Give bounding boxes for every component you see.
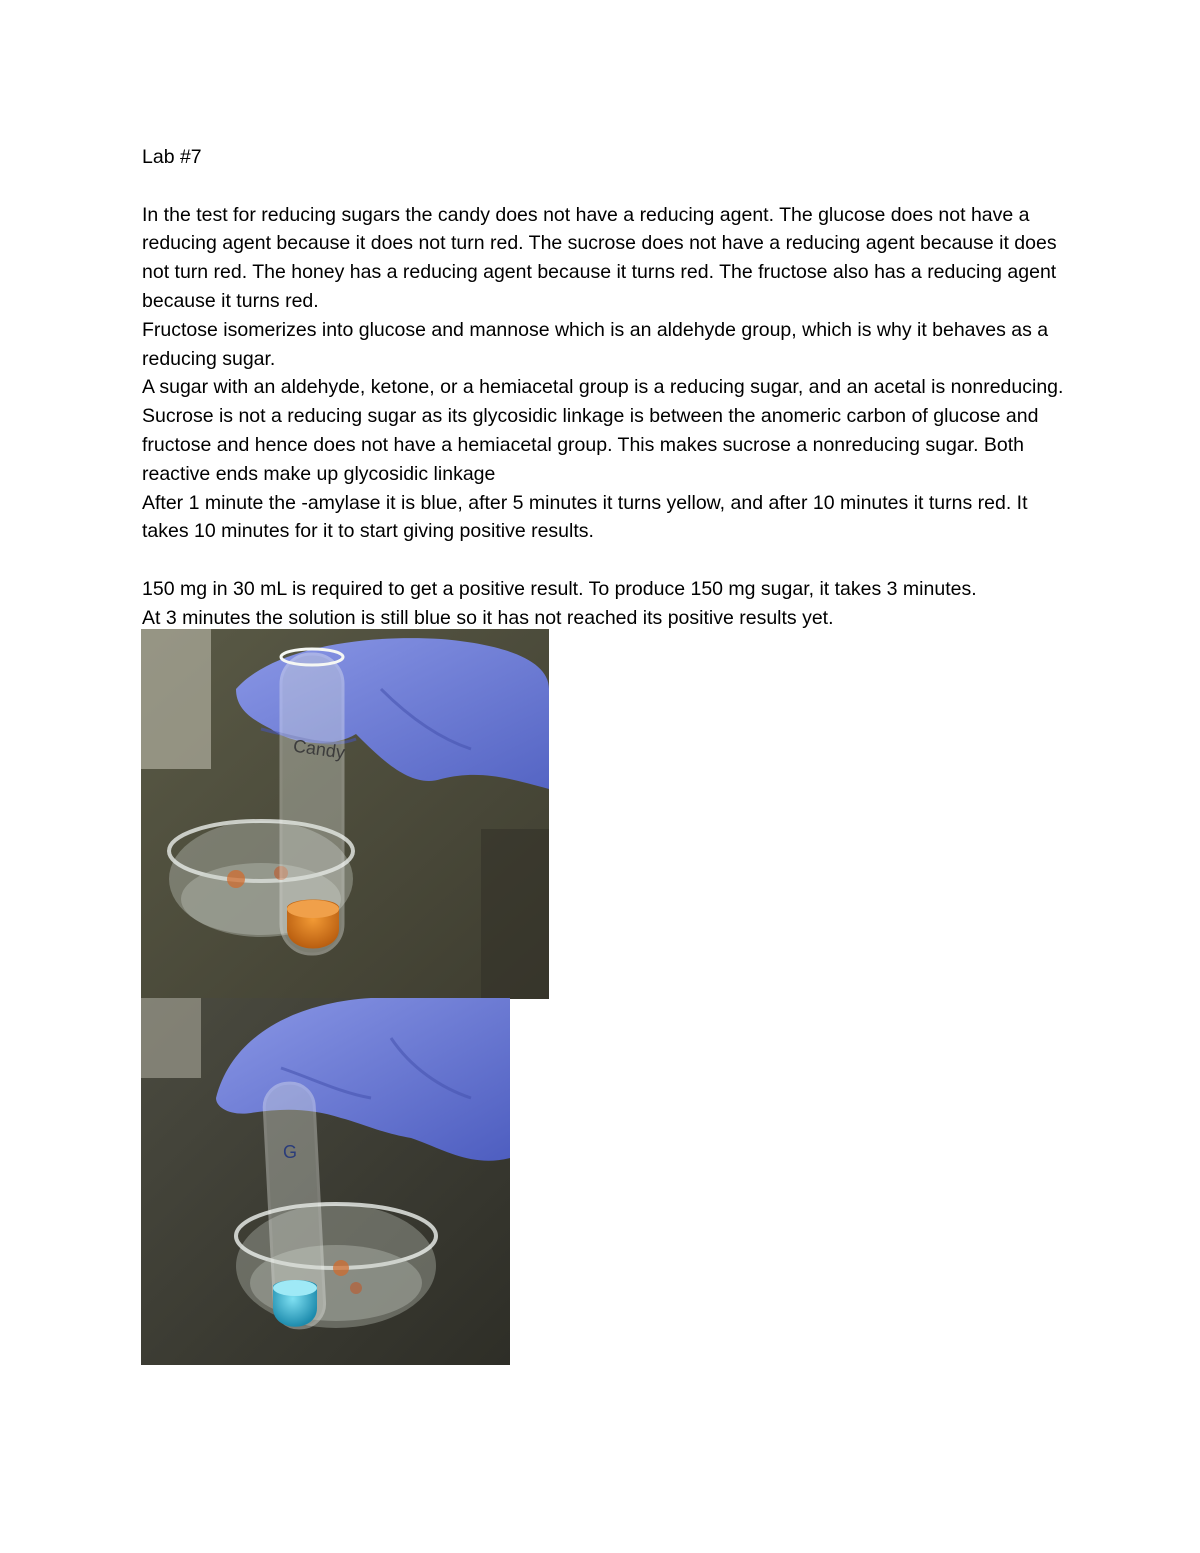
document-title: Lab #7 xyxy=(142,146,202,168)
paragraph-sucrose: A sugar with an aldehyde, ketone, or a hemiacetal group is a reducing sugar, and an acetal is nonreducing. Sucrose is not a reducing sugar as its glycosidic linkage is between the anomeric carbon of glucose and fructose and hence does not have a hemiacetal group. This makes sucrose a nonreducing sugar. Both reactive ends make up glycosidic linkage xyxy=(142,376,1064,485)
paragraph-reducing-sugars-test: In the test for reducing sugars the candy does not have a reducing agent. The glucose does not have a reducing agent because it does not turn red. The sucrose does not have a reducing agent because it does not turn red. The honey has a reducing agent because it turns red. The fructose also has a reducing agent because it turns red. xyxy=(142,203,1057,312)
document-body xyxy=(142,143,1072,633)
paragraph-amylase: After 1 minute the -amylase it is blue, after 5 minutes it turns yellow, and after 10 minutes it turns red. It takes 10 minutes for it to start giving positive results. xyxy=(142,491,1028,543)
tube-label: G xyxy=(283,1142,298,1162)
spacer xyxy=(142,546,1072,575)
photo-glucose-test-tube xyxy=(141,998,510,1365)
tube-label: Candy xyxy=(291,735,347,763)
paragraph-positive-result: 150 mg in 30 mL is required to get a positive result. To produce 150 mg sugar, it takes 3 minutes. xyxy=(142,577,977,600)
paragraph-three-minutes: At 3 minutes the solution is still blue so it has not reached its positive results yet. xyxy=(142,606,834,629)
spacer xyxy=(142,172,1072,201)
paragraph-fructose: Fructose isomerizes into glucose and mannose which is an aldehyde group, which is why it behaves as a reducing sugar. xyxy=(142,318,1049,370)
photo-candy-test-tube xyxy=(141,629,549,999)
